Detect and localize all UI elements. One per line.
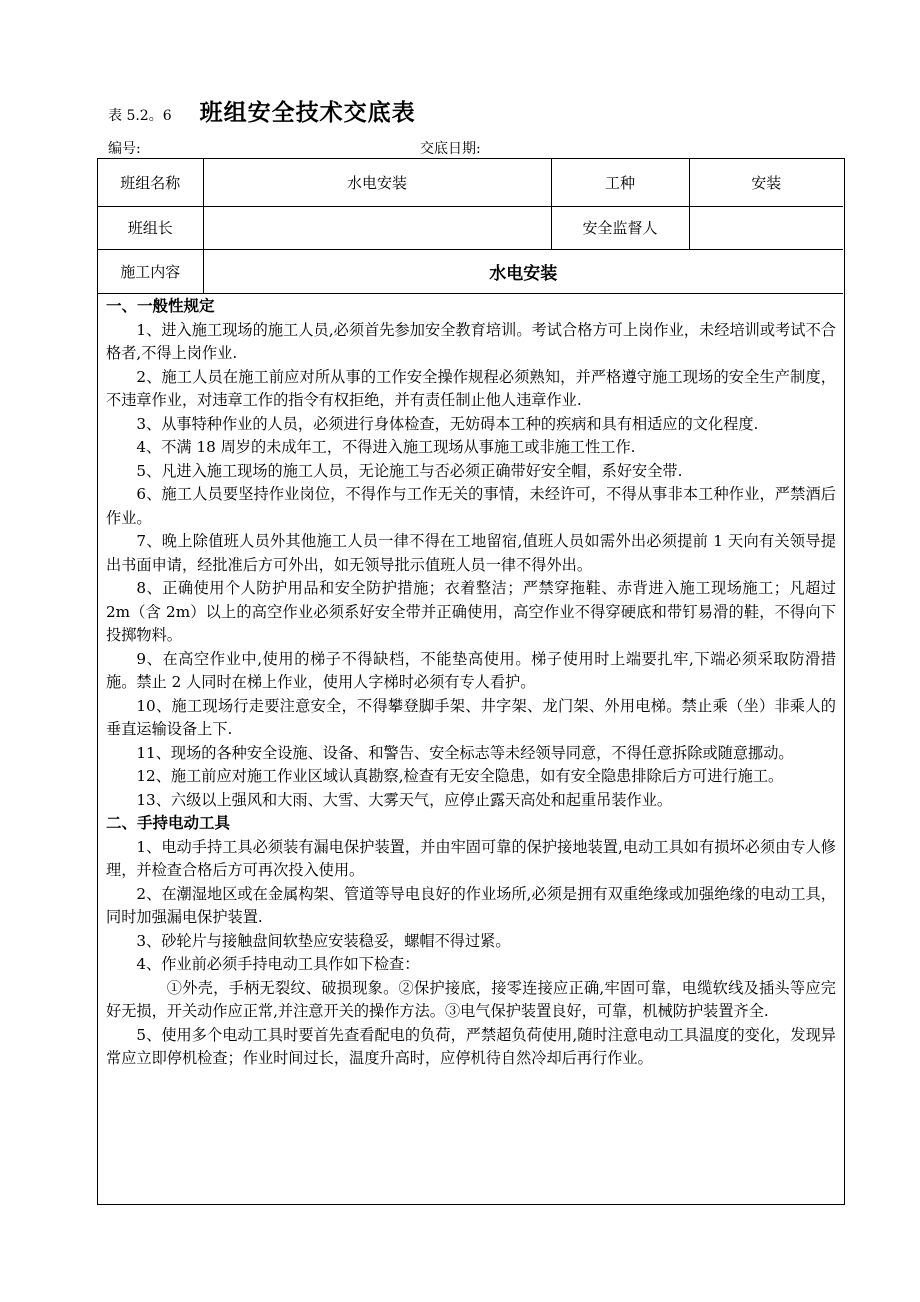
instruction-body bbox=[106, 295, 836, 1071]
rule-paragraph: 7、晚上除值班人员外其他施工人员一律不得在工地留宿,值班人员如需外出必须提前 1 天向有关领导提出书面申请，经批准后方可外出，如无领导批示值班人员一律不得外出。 bbox=[106, 532, 836, 574]
section-heading-power-tools: 二、手持电动工具 bbox=[106, 814, 231, 832]
rule-paragraph: 4、作业前必须手持电动工具作如下检查： bbox=[136, 955, 420, 973]
section-heading-general: 一、一般性规定 bbox=[106, 297, 215, 315]
rule-paragraph: 2、在潮湿地区或在金属构架、管道等导电良好的作业场所,必须是拥有双重绝缘或加强绝缘的电动工具，同时加强漏电保护装置. bbox=[106, 884, 836, 926]
rule-paragraph: 2、施工人员在施工前应对所从事的工作安全操作规程必须熟知，并严格遵守施工现场的安全生产制度，不违章作业，对违章工作的指令有权拒绝，并有责任制止他人违章作业. bbox=[106, 367, 836, 409]
rule-paragraph: 10、施工现场行走要注意安全，不得攀登脚手架、井字架、龙门架、外用电梯。禁止乘（坐）非乘人的垂直运输设备上下. bbox=[106, 696, 836, 738]
content-label: 施工内容 bbox=[98, 249, 203, 293]
rule-paragraph: 5、使用多个电动工具时要首先查看配电的负荷，严禁超负荷使用,随时注意电动工具温度的变化，发现异常应立即停机检查；作业时间过长，温度升高时，应停机待自然冷却后再行作业。 bbox=[106, 1025, 836, 1067]
team-name-value: 水电安装 bbox=[203, 159, 551, 206]
rule-sub-paragraph: ①外壳，手柄无裂纹、破损现象。②保护接底，接零连接应正确,牢固可靠，电缆软线及插头等应完好无损，开关动作应正常,并注意开关的操作方法。③电气保护装置良好，可靠，机械防护装置齐全. bbox=[106, 978, 836, 1020]
info-table bbox=[98, 159, 843, 294]
rule-paragraph: 11、现场的各种安全设施、设备、和警告、安全标志等未经领导同意，不得任意拆除或随意挪动。 bbox=[136, 743, 794, 762]
title-line bbox=[108, 94, 416, 130]
team-name-label: 班组名称 bbox=[98, 159, 203, 206]
leader-value bbox=[203, 206, 551, 249]
content-value: 水电安装 bbox=[203, 249, 843, 293]
supervisor-value bbox=[689, 206, 843, 249]
document-title: 班组安全技术交底表 bbox=[199, 100, 416, 126]
rule-paragraph: 1、进入施工现场的施工人员,必须首先参加安全教育培训。考试合格方可上岗作业，未经培训或考试不合格者,不得上岗作业. bbox=[106, 320, 836, 362]
work-type-value: 安装 bbox=[689, 159, 843, 206]
rule-paragraph: 3、砂轮片与接触盘间软垫应安装稳妥，螺帽不得过紧。 bbox=[136, 931, 511, 950]
rule-paragraph: 12、施工前应对施工作业区域认真勘察,检查有无安全隐患，如有安全隐患排除后方可进行施工。 bbox=[136, 767, 784, 785]
rule-paragraph: 3、从事特种作业的人员，必须进行身体检查，无妨碍本工种的疾病和具有相适应的文化程度. bbox=[136, 414, 759, 433]
rule-paragraph: 6、施工人员要坚持作业岗位，不得作与工作无关的事情，未经许可，不得从事非本工种作业，严禁酒后作业。 bbox=[106, 485, 836, 527]
serial-label: 编号: bbox=[108, 141, 141, 157]
rule-paragraph: 8、正确使用个人防护用品和安全防护措施；衣着整洁；严禁穿拖鞋、赤背进入施工现场施工；凡超过 2m（含 2m）以上的高空作业必须系好安全带并正确使用，高空作业不得穿硬底和带钉易滑的鞋，不得向下投掷物料。 bbox=[106, 579, 836, 644]
form-frame bbox=[97, 158, 845, 1205]
table-row bbox=[98, 206, 843, 249]
table-row bbox=[98, 249, 843, 293]
rule-paragraph: 9、在高空作业中,使用的梯子不得缺档，不能垫高使用。梯子使用时上端要扎牢,下端必须采取防滑措施。禁止 2 人同时在梯上作业，使用人字梯时必须有专人看护。 bbox=[106, 649, 836, 691]
table-row bbox=[98, 159, 843, 206]
leader-label: 班组长 bbox=[98, 206, 203, 249]
table-number: 表 5.2。6 bbox=[108, 108, 172, 124]
work-type-label: 工种 bbox=[551, 159, 689, 206]
rule-paragraph: 13、六级以上强风和大雨、大雪、大雾天气，应停止露天高处和起重吊装作业。 bbox=[136, 790, 673, 809]
rule-paragraph: 4、不满 18 周岁的未成年工，不得进入施工现场从事施工或非施工性工作. bbox=[136, 438, 636, 456]
supervisor-label: 安全监督人 bbox=[551, 206, 689, 249]
rule-paragraph: 5、凡进入施工现场的施工人员，无论施工与否必须正确带好安全帽，系好安全带. bbox=[136, 461, 683, 480]
rule-paragraph: 1、电动手持工具必须装有漏电保护装置，并由牢固可靠的保护接地装置,电动工具如有损坏必须由专人修理，并检查合格后方可再次投入使用。 bbox=[106, 837, 836, 879]
date-label: 交底日期: bbox=[420, 141, 481, 157]
meta-line bbox=[108, 138, 828, 158]
